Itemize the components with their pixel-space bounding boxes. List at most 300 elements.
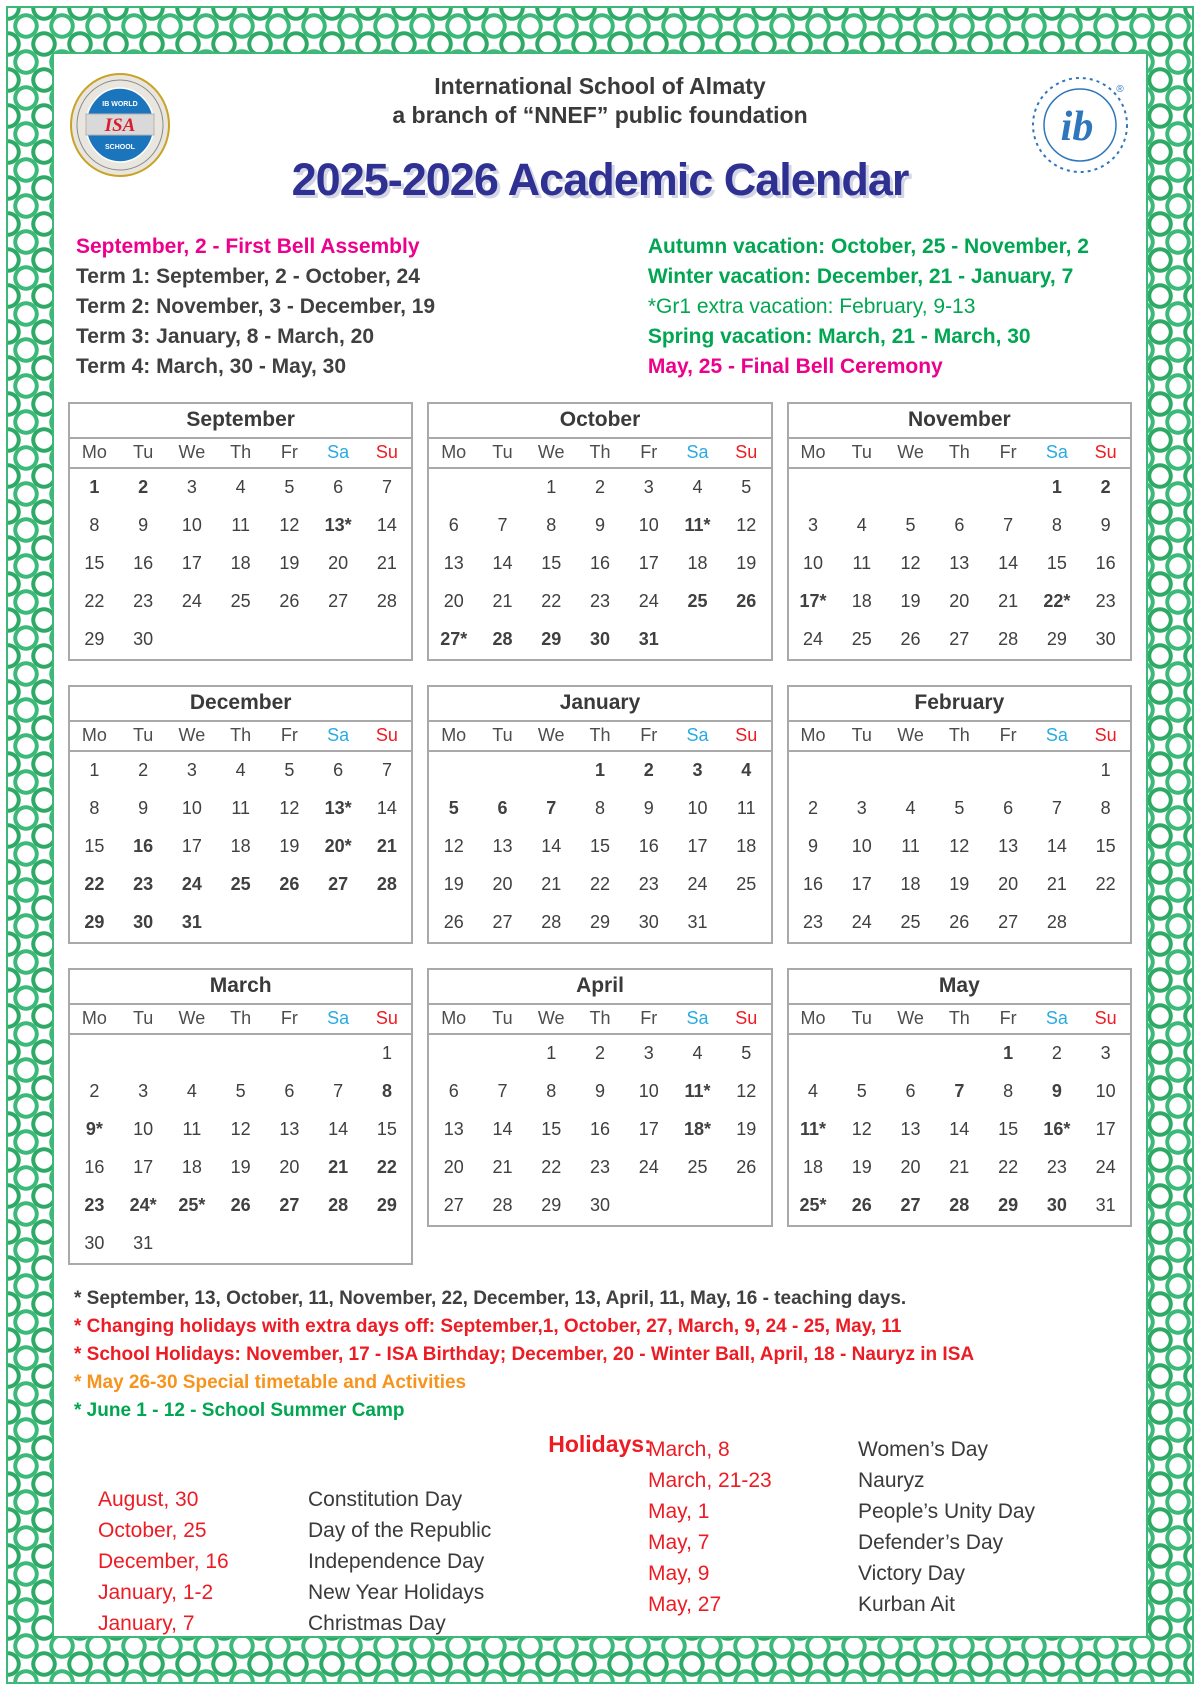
day-cell: 24: [638, 1157, 659, 1177]
day-cell: 20: [443, 591, 464, 611]
day-cell: 17: [851, 874, 872, 894]
day-cell: 21: [541, 874, 562, 894]
day-cell: 9: [138, 515, 149, 535]
day-cell: [478, 752, 527, 790]
week-row: [429, 752, 770, 790]
week-row: [70, 507, 411, 545]
term-line: Term 3: January, 8 - March, 20: [76, 325, 375, 348]
day-cell: 6: [448, 1081, 459, 1101]
day-cell: 23: [638, 874, 659, 894]
day-cell: [478, 1035, 527, 1073]
week-row: [429, 828, 770, 866]
day-cell: 23: [589, 591, 610, 611]
day-cell: 14: [328, 1119, 349, 1139]
day-cell: 11*: [684, 1081, 711, 1101]
month-title: March: [70, 970, 411, 1005]
holiday-date: August, 30: [98, 1488, 199, 1511]
day-cell: 8: [546, 515, 557, 535]
day-cell: 17: [133, 1157, 154, 1177]
month-title: December: [70, 687, 411, 722]
holiday-name: New Year Holidays: [308, 1581, 485, 1604]
day-cell: 10: [638, 515, 659, 535]
isa-logo-top-label: IB WORLD: [102, 101, 138, 108]
day-cell: 7: [497, 515, 508, 535]
week-row: [789, 1035, 1130, 1073]
weekday-label-th: Th: [230, 442, 252, 462]
weekday-label-su: Su: [375, 442, 398, 462]
day-cell: 25: [230, 874, 251, 894]
weekday-label-we: We: [897, 442, 924, 462]
weekday-label-su: Su: [375, 1008, 398, 1028]
day-cell: [216, 1035, 265, 1073]
day-cell: 20: [900, 1157, 921, 1177]
day-cell: 13: [949, 553, 970, 573]
day-cell: 21: [492, 1157, 513, 1177]
day-cell: 30: [1095, 629, 1116, 649]
day-cell: 26: [900, 629, 921, 649]
day-cell: [119, 1035, 168, 1073]
week-row: [70, 828, 411, 866]
month-calendar-february: [787, 685, 1132, 944]
day-cell: 27*: [440, 629, 468, 649]
week-row: [70, 790, 411, 828]
day-cell: 16: [589, 1119, 610, 1139]
day-cell: 21: [949, 1157, 970, 1177]
day-cell: 28: [998, 629, 1019, 649]
weekday-label-fr: Fr: [280, 1008, 298, 1028]
isa-school-logo: [68, 72, 172, 178]
day-cell: 31: [638, 629, 659, 649]
holiday-date: March, 8: [648, 1438, 730, 1461]
day-cell: 7: [1051, 798, 1062, 818]
day-cell: 27: [492, 912, 513, 932]
day-cell: 4: [692, 477, 703, 497]
day-cell: [314, 1225, 363, 1263]
weekday-label-sa: Sa: [1045, 1008, 1068, 1028]
footnote: * School Holidays: November, 17 - ISA Birthday; December, 20 - Winter Ball, April, 18 - Nauryz in ISA: [74, 1344, 975, 1365]
day-cell: 13: [279, 1119, 300, 1139]
holiday-name: Kurban Ait: [858, 1593, 955, 1616]
day-cell: 27: [998, 912, 1019, 932]
day-cell: 9: [594, 1081, 605, 1101]
month-title: April: [429, 970, 770, 1005]
day-cell: 20: [279, 1157, 300, 1177]
ib-logo-main-label: ib: [1060, 104, 1094, 150]
holiday-date: December, 16: [98, 1550, 229, 1573]
day-cell: 8: [1100, 798, 1111, 818]
day-cell: 2: [594, 1043, 605, 1063]
day-cell: 4: [808, 1081, 819, 1101]
ib-logo-reg-mark: ®: [1116, 84, 1124, 95]
day-cell: 26: [736, 591, 757, 611]
day-cell: 16: [133, 836, 154, 856]
vacation-line: Winter vacation: December, 21 - January, 7: [647, 265, 1074, 288]
day-cell: 5: [954, 798, 965, 818]
week-row: [789, 1149, 1130, 1187]
week-row: [429, 621, 770, 659]
holidays-heading: Holidays:: [548, 1431, 652, 1457]
day-cell: 27: [328, 874, 349, 894]
month-calendar-september: [68, 402, 413, 661]
day-cell: 29: [998, 1195, 1019, 1215]
week-row: [789, 828, 1130, 866]
weekday-header-row: [429, 439, 770, 469]
weekday-label-tu: Tu: [851, 725, 872, 745]
day-cell: 17: [181, 836, 202, 856]
day-cell: 26: [279, 874, 300, 894]
isa-logo-bottom-label: SCHOOL: [105, 144, 135, 151]
weekday-label-fr: Fr: [999, 725, 1017, 745]
month-calendar-november: [787, 402, 1132, 661]
day-cell: [1032, 752, 1081, 790]
day-cell: 14: [492, 1119, 513, 1139]
day-cell: 15: [84, 836, 105, 856]
day-cell: 6: [497, 798, 508, 818]
day-cell: 11: [231, 515, 250, 535]
week-row: [429, 866, 770, 904]
day-cell: 8: [1003, 1081, 1014, 1101]
day-cell: 1: [89, 760, 100, 780]
day-cell: [837, 752, 886, 790]
weekday-label-su: Su: [735, 1008, 758, 1028]
calendar-grid: [68, 402, 1132, 1265]
week-row: [789, 904, 1130, 942]
day-cell: 23: [133, 591, 154, 611]
day-cell: 5: [905, 515, 916, 535]
day-cell: 30: [133, 912, 154, 932]
day-cell: 8: [381, 1081, 392, 1101]
day-cell: [789, 469, 838, 507]
weekday-label-th: Th: [948, 725, 970, 745]
weekday-header-row: [429, 1005, 770, 1035]
day-cell: 6: [954, 515, 965, 535]
day-cell: 19: [279, 553, 300, 573]
day-cell: 5: [741, 1043, 752, 1063]
day-cell: 7: [546, 798, 557, 818]
footnote: * Changing holidays with extra days off: September,1, October, 27, March, 9, 24 - 25, May, 11: [74, 1316, 902, 1337]
day-cell: 7: [497, 1081, 508, 1101]
holiday-name: Victory Day: [858, 1562, 965, 1585]
day-cell: 21: [328, 1157, 349, 1177]
weekday-label-mo: Mo: [81, 1008, 107, 1028]
day-cell: [314, 621, 363, 659]
weekday-header-row: [70, 439, 411, 469]
day-cell: 30: [589, 1195, 610, 1215]
day-cell: 5: [235, 1081, 246, 1101]
day-cell: 25*: [178, 1195, 206, 1215]
day-cell: 26: [230, 1195, 251, 1215]
day-cell: [314, 1035, 363, 1073]
school-name: International School of Almaty: [434, 73, 766, 99]
day-cell: 19: [443, 874, 464, 894]
day-cell: 15: [1046, 553, 1067, 573]
day-cell: 4: [856, 515, 867, 535]
day-cell: 4: [186, 1081, 197, 1101]
day-cell: 28: [328, 1195, 349, 1215]
day-cell: [363, 1225, 412, 1263]
weekday-header-row: [789, 722, 1130, 752]
weekday-label-mo: Mo: [81, 442, 107, 462]
day-cell: [722, 904, 771, 942]
day-cell: 1: [381, 1043, 392, 1063]
day-cell: 12: [736, 1081, 757, 1101]
weekday-label-sa: Sa: [1045, 442, 1068, 462]
day-cell: 27: [328, 591, 349, 611]
day-cell: 20: [443, 1157, 464, 1177]
day-cell: 26: [736, 1157, 757, 1177]
day-cell: 17: [638, 1119, 659, 1139]
day-cell: 14: [492, 553, 513, 573]
week-row: [789, 1073, 1130, 1111]
weekday-label-sa: Sa: [686, 725, 709, 745]
day-cell: 25: [900, 912, 921, 932]
day-cell: 25: [687, 591, 708, 611]
day-cell: 25: [687, 1157, 708, 1177]
day-cell: 21: [376, 836, 397, 856]
month-calendar-december: [68, 685, 413, 944]
day-cell: 11*: [800, 1119, 827, 1139]
day-cell: 3: [643, 477, 654, 497]
weekday-header-row: [70, 722, 411, 752]
day-cell: 19: [736, 553, 757, 573]
day-cell: 10: [803, 553, 824, 573]
day-cell: 22: [541, 1157, 562, 1177]
week-row: [429, 1111, 770, 1149]
day-cell: 16: [803, 874, 824, 894]
week-row: [429, 583, 770, 621]
day-cell: 18: [900, 874, 921, 894]
vacation-dates-column: [604, 232, 1132, 382]
term-line: Term 1: September, 2 - October, 24: [76, 265, 420, 288]
day-cell: 19: [736, 1119, 757, 1139]
holiday-row: [648, 1465, 1132, 1496]
vacation-line: Autumn vacation: October, 25 - November, 2: [647, 235, 1089, 258]
holiday-name: Independence Day: [308, 1550, 485, 1573]
weekday-label-fr: Fr: [280, 725, 298, 745]
day-cell: 22: [589, 874, 610, 894]
weekday-label-fr: Fr: [640, 442, 658, 462]
day-cell: 2: [808, 798, 819, 818]
week-row: [789, 1187, 1130, 1225]
day-cell: 3: [138, 1081, 149, 1101]
ib-world-school-logo: [1028, 72, 1132, 178]
day-cell: 6: [333, 477, 344, 497]
holidays-right-column: [600, 1434, 1132, 1639]
day-cell: 29: [589, 912, 610, 932]
day-cell: [429, 469, 478, 507]
day-cell: [363, 904, 412, 942]
weekday-label-tu: Tu: [492, 1008, 513, 1028]
day-cell: 16: [133, 553, 154, 573]
day-cell: [168, 1225, 217, 1263]
day-cell: 13*: [324, 515, 352, 535]
day-cell: 26: [851, 1195, 872, 1215]
day-cell: 15: [376, 1119, 397, 1139]
day-cell: 29: [1046, 629, 1067, 649]
day-cell: 5: [284, 760, 295, 780]
day-cell: 9: [138, 798, 149, 818]
weekday-label-sa: Sa: [686, 1008, 709, 1028]
weekday-label-su: Su: [1094, 442, 1117, 462]
day-cell: 30: [638, 912, 659, 932]
holiday-row: [98, 1515, 600, 1546]
holiday-date: January, 7: [98, 1612, 195, 1635]
weekday-label-we: We: [178, 1008, 206, 1028]
holiday-date: January, 1-2: [98, 1581, 214, 1604]
week-row: [429, 469, 770, 507]
day-cell: 24: [638, 591, 659, 611]
holiday-row: [648, 1558, 1132, 1589]
week-row: [70, 1035, 411, 1073]
day-cell: 11: [901, 836, 920, 856]
day-cell: 1: [1100, 760, 1111, 780]
day-cell: [168, 621, 217, 659]
day-cell: 8: [594, 798, 605, 818]
holiday-date: October, 25: [98, 1519, 207, 1542]
day-cell: 10: [851, 836, 872, 856]
day-cell: 24: [851, 912, 872, 932]
day-cell: 2: [138, 477, 149, 497]
vacation-line: May, 25 - Final Bell Ceremony: [647, 355, 943, 378]
day-cell: 3: [186, 760, 197, 780]
day-cell: [935, 1035, 984, 1073]
day-cell: 30: [84, 1233, 105, 1253]
weekday-label-tu: Tu: [492, 442, 513, 462]
day-cell: 2: [594, 477, 605, 497]
week-row: [429, 1073, 770, 1111]
day-cell: 19: [900, 591, 921, 611]
day-cell: 5: [741, 477, 752, 497]
day-cell: 3: [1100, 1043, 1111, 1063]
week-row: [789, 469, 1130, 507]
day-cell: 28: [949, 1195, 970, 1215]
week-row: [70, 904, 411, 942]
week-row: [70, 1225, 411, 1263]
holiday-date: May, 1: [648, 1500, 710, 1523]
day-cell: [935, 469, 984, 507]
page-title: 2025-2026 Academic Calendar: [291, 154, 909, 205]
week-row: [70, 1187, 411, 1225]
day-cell: 18: [736, 836, 757, 856]
day-cell: 10: [1095, 1081, 1116, 1101]
isa-logo-main-label: ISA: [104, 115, 136, 136]
day-cell: 12: [279, 515, 300, 535]
day-cell: 23: [133, 874, 154, 894]
day-cell: [265, 1225, 314, 1263]
day-cell: 8: [1051, 515, 1062, 535]
vacation-line: *Gr1 extra vacation: February, 9-13: [647, 295, 976, 318]
day-cell: 6: [448, 515, 459, 535]
month-title: May: [789, 970, 1130, 1005]
week-row: [429, 904, 770, 942]
day-cell: 18: [230, 836, 251, 856]
day-cell: 27: [900, 1195, 921, 1215]
term-dates-column: [68, 232, 604, 382]
day-cell: [527, 752, 576, 790]
weekday-label-mo: Mo: [441, 442, 467, 462]
week-row: [429, 545, 770, 583]
day-cell: 11: [182, 1119, 202, 1139]
day-cell: 31: [687, 912, 708, 932]
day-cell: 7: [1003, 515, 1014, 535]
week-row: [70, 1149, 411, 1187]
week-row: [70, 866, 411, 904]
day-cell: 12: [851, 1119, 872, 1139]
weekday-label-we: We: [897, 1008, 924, 1028]
day-cell: 31: [1095, 1195, 1116, 1215]
day-cell: 2: [1051, 1043, 1062, 1063]
day-cell: 17: [181, 553, 202, 573]
day-cell: 14: [376, 798, 397, 818]
day-cell: 8: [89, 798, 100, 818]
day-cell: 13: [900, 1119, 921, 1139]
day-cell: 22: [541, 591, 562, 611]
weekday-header-row: [789, 1005, 1130, 1035]
week-row: [429, 1187, 770, 1225]
week-row: [70, 583, 411, 621]
day-cell: 18: [851, 591, 872, 611]
holiday-date: March, 21-23: [648, 1469, 772, 1492]
day-cell: 15: [541, 1119, 562, 1139]
day-cell: 20: [998, 874, 1019, 894]
holiday-name: Nauryz: [858, 1469, 925, 1492]
day-cell: 25: [230, 591, 251, 611]
day-cell: [673, 1187, 722, 1225]
day-cell: 31: [133, 1233, 154, 1253]
holiday-name: Constitution Day: [308, 1488, 463, 1511]
footnote: * June 1 - 12 - School Summer Camp: [74, 1400, 405, 1421]
day-cell: 8: [89, 515, 100, 535]
holiday-date: May, 27: [648, 1593, 722, 1616]
day-cell: 7: [954, 1081, 965, 1101]
holidays-left-column: [68, 1484, 600, 1639]
day-cell: 4: [741, 760, 752, 780]
day-cell: 20: [328, 553, 349, 573]
month-calendar-october: [427, 402, 772, 661]
day-cell: 9: [808, 836, 819, 856]
day-cell: 12: [443, 836, 464, 856]
week-row: [70, 752, 411, 790]
day-cell: [70, 1035, 119, 1073]
footnote: * September, 13, October, 11, November, 22, December, 13, April, 11, May, 16 - teaching days.: [74, 1288, 907, 1309]
month-calendar-may: [787, 968, 1132, 1227]
day-cell: 10: [133, 1119, 154, 1139]
weekday-label-mo: Mo: [800, 1008, 826, 1028]
day-cell: 29: [84, 912, 105, 932]
day-cell: 29: [376, 1195, 397, 1215]
day-cell: [837, 1035, 886, 1073]
day-cell: [1081, 904, 1130, 942]
day-cell: [886, 1035, 935, 1073]
day-cell: 30: [133, 629, 154, 649]
month-title: February: [789, 687, 1130, 722]
day-cell: 16*: [1043, 1119, 1071, 1139]
weekday-label-we: We: [537, 725, 565, 745]
day-cell: 11: [231, 798, 250, 818]
day-cell: 1: [594, 760, 605, 780]
day-cell: 22: [84, 591, 105, 611]
weekday-label-fr: Fr: [640, 1008, 658, 1028]
day-cell: [886, 469, 935, 507]
day-cell: 22: [376, 1157, 397, 1177]
day-cell: 24*: [129, 1195, 157, 1215]
holiday-name: Day of the Republic: [308, 1519, 492, 1542]
day-cell: 17: [687, 836, 708, 856]
day-cell: 4: [905, 798, 916, 818]
day-cell: 28: [541, 912, 562, 932]
weekday-label-tu: Tu: [851, 442, 872, 462]
weekday-label-mo: Mo: [800, 725, 826, 745]
